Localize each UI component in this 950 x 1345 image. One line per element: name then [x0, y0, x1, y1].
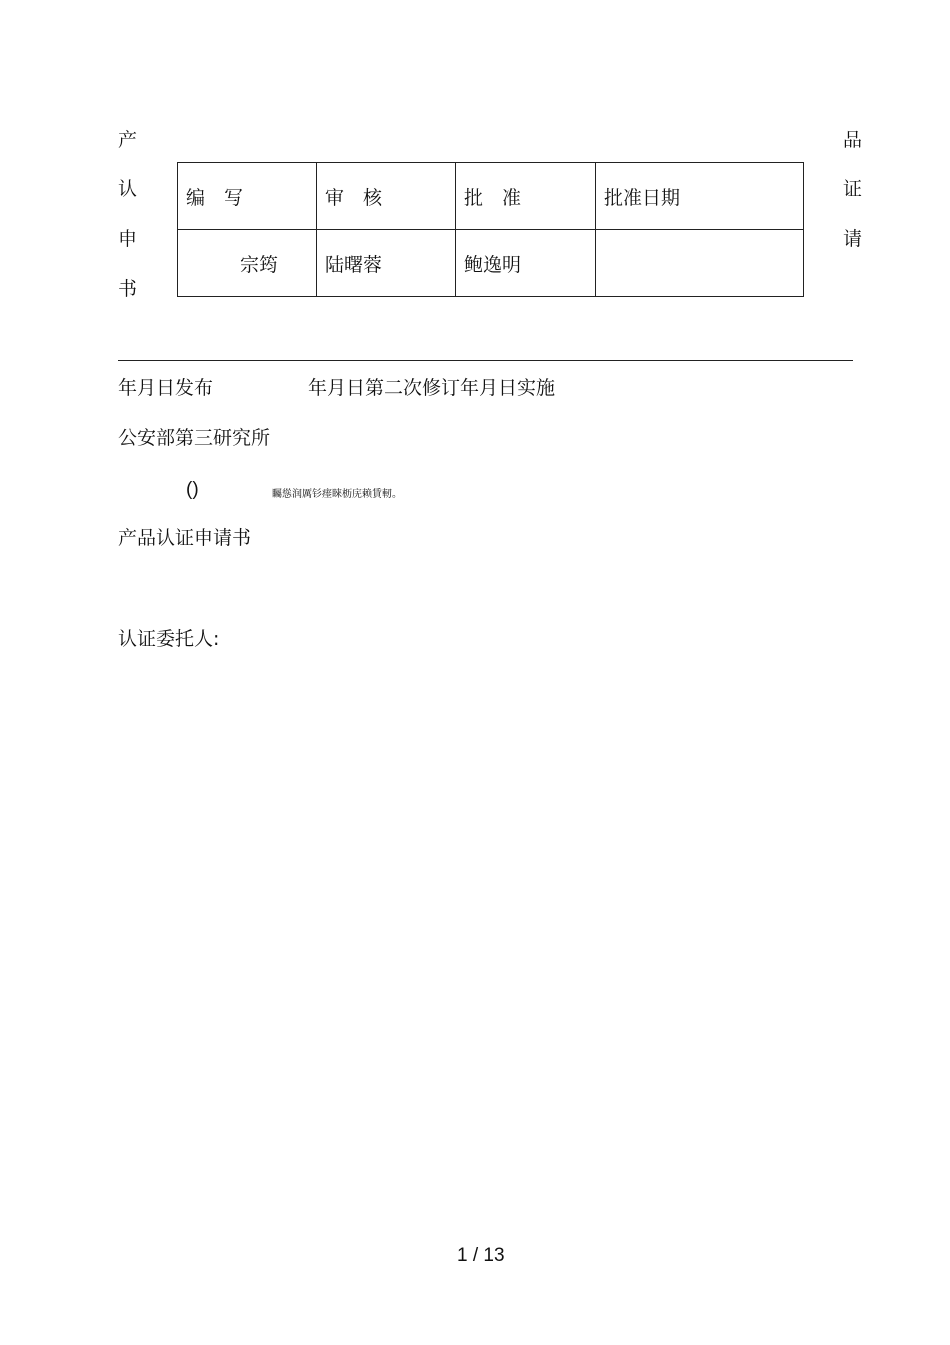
page-number: 1 / 13 [457, 1245, 505, 1266]
left-vertical-char: 认 [118, 178, 138, 200]
publish-date-text: 年月日发布 [118, 377, 214, 399]
value-author: 宗筠 [178, 230, 317, 297]
header-author: 编 写 [178, 163, 317, 230]
divider [118, 360, 853, 361]
header-reviewer: 审 核 [317, 163, 456, 230]
left-vertical-char: 申 [118, 228, 138, 250]
right-vertical-char: 证 [843, 178, 863, 200]
header-approver: 批 准 [456, 163, 596, 230]
right-vertical-char: 品 [843, 129, 863, 151]
document-title: 产品认证申请书 [118, 527, 252, 549]
garbled-text: 矚慫润厲钐瘗睞枥庑赖賃軔。 [272, 489, 402, 500]
right-vertical-char: 请 [843, 228, 863, 250]
value-approval-date [596, 230, 804, 297]
header-approval-date: 批准日期 [596, 163, 804, 230]
value-reviewer: 陆曙蓉 [317, 230, 456, 297]
parentheses: () [186, 479, 199, 500]
value-approver: 鲍逸明 [456, 230, 596, 297]
applicant-label: 认证委托人: [118, 628, 220, 650]
table-row [178, 230, 804, 297]
left-vertical-char: 产 [118, 129, 138, 151]
table-header-row [178, 163, 804, 230]
revision-text: 年月日第二次修订年月日实施 [308, 377, 556, 399]
organization-name: 公安部第三研究所 [118, 427, 271, 449]
signoff-table [177, 162, 804, 297]
left-vertical-char: 书 [118, 278, 138, 300]
